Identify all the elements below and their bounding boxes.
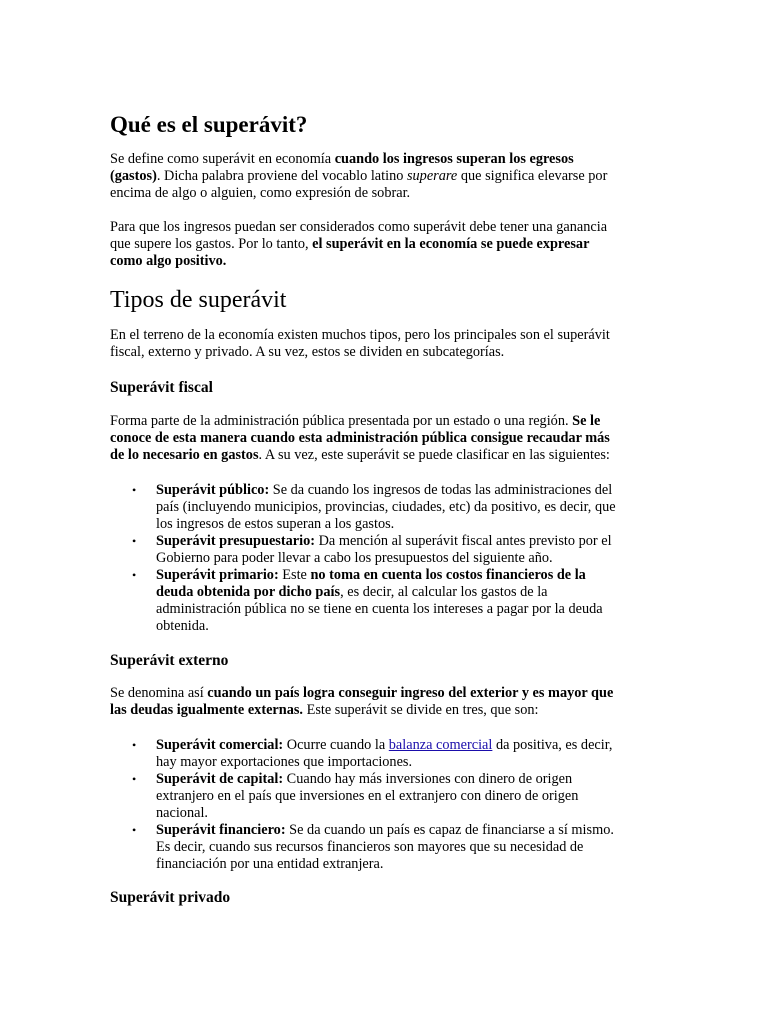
text-run: Se denomina así	[110, 685, 208, 701]
text-run: . A su vez, este superávit se puede clasificar en las siguientes:	[258, 447, 610, 463]
list-item	[110, 567, 670, 635]
bold-text: las deudas igualmente externas.	[110, 702, 304, 718]
externo-paragraph	[110, 685, 658, 719]
text-line	[110, 253, 658, 270]
text-line: nacional.	[156, 805, 209, 821]
bold-text: deuda obtenida por dicho país	[156, 584, 341, 600]
text-run: Este superávit se divide en tres, que son:	[303, 702, 539, 718]
text-line	[110, 168, 658, 185]
fiscal-paragraph	[110, 413, 658, 464]
text-line: Para que los ingresos puedan ser considerados como superávit debe tener una ganancia	[110, 219, 608, 235]
text-line	[110, 685, 658, 702]
text-run: , es decir, al calcular los gastos de la	[340, 584, 548, 600]
bold-text: Superávit financiero:	[156, 822, 286, 838]
balanza-comercial-link[interactable]: balanza comercial	[388, 737, 493, 753]
bullet-icon: •	[132, 823, 137, 837]
text-run: Forma parte de la administración pública presentada por un estado o una región.	[110, 413, 573, 429]
text-line: país (incluyendo municipios, provincias, ciudades, etc) da positivo, es decir, que	[156, 499, 616, 515]
subsection-heading-externo: Superávit externo	[110, 652, 229, 669]
bold-text: cuando los ingresos superan los egresos	[334, 151, 574, 167]
text-run: que significa elevarse por	[457, 168, 608, 184]
text-line: obtenida.	[156, 618, 209, 634]
text-run: . Dicha palabra proviene del vocablo latino	[156, 168, 407, 184]
text-run: Se da cuando los ingresos de todas las administraciones del	[269, 482, 613, 498]
bold-text: Superávit presupuestario:	[156, 533, 315, 549]
bold-text: Superávit de capital:	[156, 771, 284, 787]
text-line	[156, 771, 670, 788]
text-line	[156, 533, 670, 550]
fiscal-list	[110, 482, 670, 635]
text-run: Este	[278, 567, 311, 583]
subsection-heading-privado: Superávit privado	[110, 889, 231, 906]
list-item	[110, 533, 670, 567]
page-title: Qué es el superávit?	[110, 112, 308, 137]
text-line: En el terreno de la economía existen muchos tipos, pero los principales son el superávit	[110, 327, 610, 343]
bold-text: de lo necesario en gastos	[110, 447, 259, 463]
bold-text: cuando un país logra conseguir ingreso del exterior y es mayor que	[207, 685, 614, 701]
bullet-icon: •	[132, 772, 137, 786]
bullet-icon: •	[132, 534, 137, 548]
bold-text: (gastos)	[110, 168, 157, 184]
bullet-icon: •	[132, 483, 137, 497]
list-item	[110, 771, 670, 822]
text-line	[156, 567, 670, 584]
text-line	[110, 430, 658, 447]
list-item	[110, 482, 670, 533]
text-run: da positiva, es decir,	[492, 737, 613, 753]
text-line	[156, 584, 670, 601]
bold-text: como algo positivo.	[110, 253, 227, 269]
bold-text: Superávit primario:	[156, 567, 279, 583]
list-item	[110, 822, 670, 873]
text-line: hay mayor exportaciones que importaciones.	[156, 754, 413, 770]
bold-text: no toma en cuenta los costos financieros de la	[310, 567, 586, 583]
bold-text: Se le	[572, 413, 601, 429]
bold-text: conoce de esta manera cuando esta administración pública consigue recaudar más	[110, 430, 610, 446]
externo-list	[110, 737, 670, 873]
text-line: extranjero en el país que inversiones en el extranjero con dinero de origen	[156, 788, 579, 804]
text-line: fiscal, externo y privado. A su vez, estos se dividen en subcategorías.	[110, 344, 505, 360]
text-line	[110, 702, 658, 719]
text-line: encima de algo o alguien, como expresión de sobrar.	[110, 185, 411, 201]
subsection-heading-fiscal: Superávit fiscal	[110, 379, 213, 396]
bold-text: Superávit público:	[156, 482, 270, 498]
tipos-paragraph	[110, 327, 658, 361]
bold-text: Superávit comercial:	[156, 737, 284, 753]
italic-text: superare	[406, 168, 458, 184]
text-line	[110, 447, 658, 464]
text-line	[156, 737, 670, 754]
bold-text: el superávit en la economía se puede expresar	[312, 236, 590, 252]
list-item	[110, 737, 670, 771]
text-line: los ingresos de estos superan a los gastos.	[156, 516, 395, 532]
text-line	[156, 822, 670, 839]
section-heading-tipos: Tipos de superávit	[110, 287, 287, 313]
text-line: financiación por una entidad extranjera.	[156, 856, 384, 872]
text-run: Ocurre cuando la	[283, 737, 389, 753]
text-line: administración pública no se tiene en cuenta los intereses a pagar por la deuda	[156, 601, 603, 617]
text-line	[110, 151, 658, 168]
text-run: que supere los gastos. Por lo tanto,	[110, 236, 313, 252]
bullet-icon: •	[132, 568, 137, 582]
bullet-icon: •	[132, 738, 137, 752]
text-run: Da mención al superávit fiscal antes previsto por el	[315, 533, 612, 549]
text-run: Se da cuando un país es capaz de financiarse a sí mismo.	[285, 822, 614, 838]
intro-paragraph-2	[110, 219, 658, 270]
text-line	[156, 482, 670, 499]
text-line: Es decir, cuando sus recursos financieros son mayores que su necesidad de	[156, 839, 584, 855]
text-line	[110, 413, 658, 430]
text-run: Se define como superávit en economía	[110, 151, 335, 167]
text-line: Gobierno para poder llevar a cabo los presupuestos del siguiente año.	[156, 550, 553, 566]
intro-paragraph-1	[110, 151, 658, 202]
text-line	[110, 236, 658, 253]
text-run: Cuando hay más inversiones con dinero de origen	[283, 771, 573, 787]
